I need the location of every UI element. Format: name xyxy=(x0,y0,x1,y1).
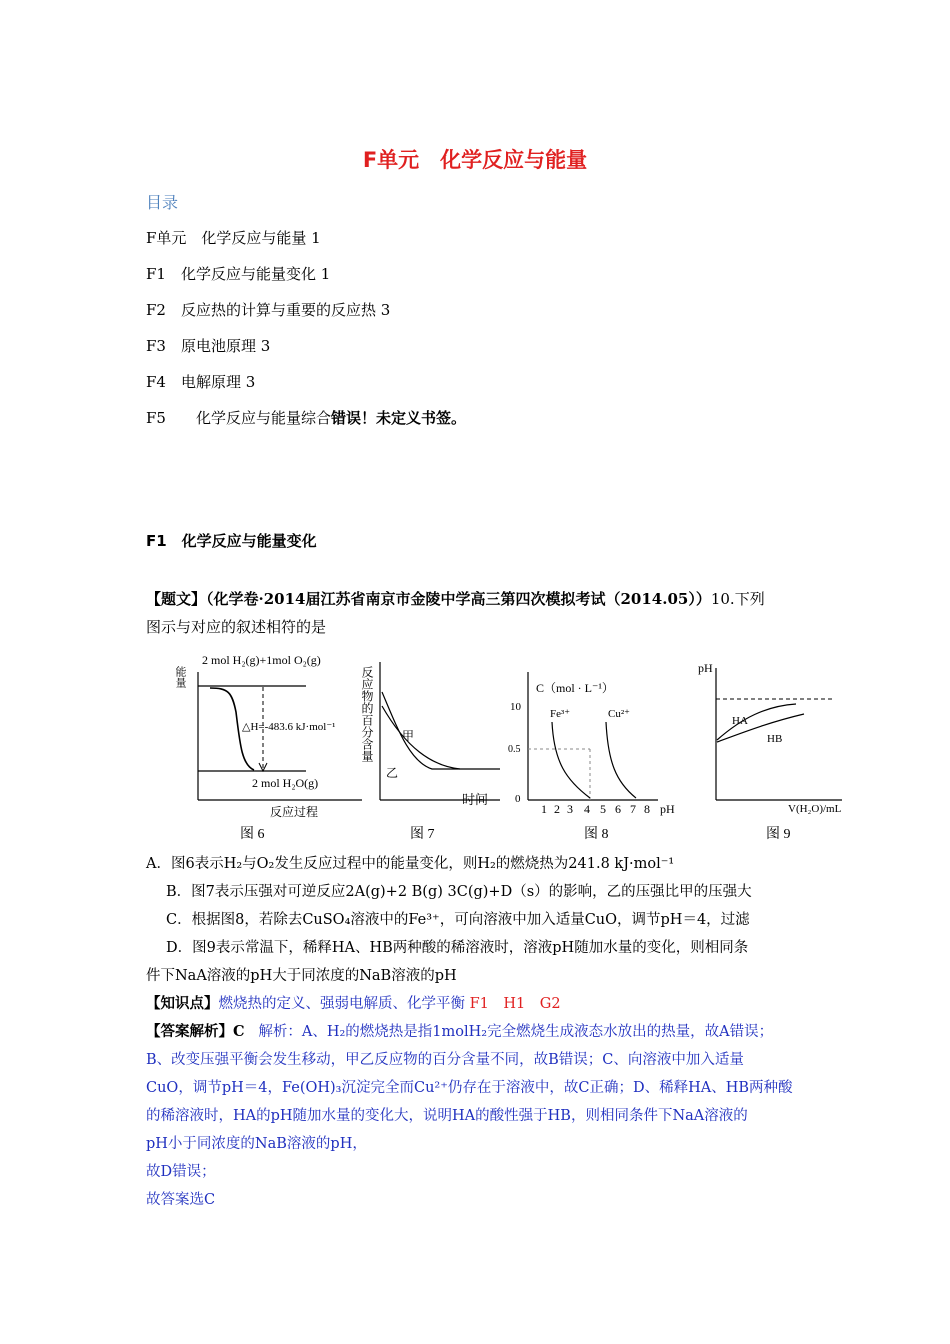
answer-choice: C xyxy=(233,1023,245,1040)
fig8-x-tick: 1 xyxy=(541,802,547,816)
answer-text: B、改变压强平衡会发生移动，甲乙反应物的百分含量不同，故B错误；C、向溶液中加入适量 xyxy=(146,1052,744,1068)
toc-item[interactable]: F1 化学反应与能量变化 1 xyxy=(146,265,331,283)
toc-item-label: F5 化学反应与能量综合 xyxy=(146,409,331,427)
knowledge-codes: F1 H1 G2 xyxy=(469,996,561,1012)
fig6-x-label: 反应过程 xyxy=(270,805,319,819)
answer-text: 故答案选C xyxy=(146,1192,216,1208)
fig9-x-label: V(H₂O)/mL xyxy=(788,803,842,815)
figure-7 xyxy=(360,662,500,842)
toc-item[interactable]: F3 原电池原理 3 xyxy=(146,337,271,355)
fig8-x-tick: 5 xyxy=(600,802,606,816)
question-figures xyxy=(170,650,870,845)
section-heading: F1 化学反应与能量变化 xyxy=(146,532,317,550)
toc-item[interactable]: F单元 化学反应与能量 1 xyxy=(146,229,321,247)
toc-item[interactable]: F4 电解原理 3 xyxy=(146,373,256,391)
fig9-curve-b-label: HB xyxy=(767,733,783,745)
fig9-curve-a-label: HA xyxy=(732,715,748,727)
fig8-x-tick: 8 xyxy=(644,802,650,816)
fig8-curve-b-label: Cu²⁺ xyxy=(608,708,630,720)
answer-text: 解析：A、H₂的燃烧热是指1molH₂完全燃烧生成液态水放出的热量，故A错误； xyxy=(258,1024,774,1040)
option-b: B．图7表示压强对可逆反应2A(g)+2 B(g) 3C(g)+D（s）的影响，乙的压强比甲的压强大 xyxy=(166,884,752,900)
fig6-bottom-label: 2 mol H₂O(g) xyxy=(252,776,319,790)
knowledge-point xyxy=(146,992,561,1013)
question-number: 10. xyxy=(710,590,735,608)
question-line-2: 图示与对应的叙述相符的是 xyxy=(146,618,327,636)
fig7-curve-b-label: 乙 xyxy=(386,766,399,780)
question-stem-a: 下列 xyxy=(734,590,765,608)
fig8-curve-b xyxy=(606,722,636,798)
fig7-y-label: 反应物的百分含量 xyxy=(360,666,374,762)
fig6-top-label: 2 mol H₂(g)+1mol O₂(g) xyxy=(202,653,321,667)
fig8-y-tick: 0.5 xyxy=(508,744,521,755)
option-d: D．图9表示常温下，稀释HA、HB两种酸的稀溶液时，溶液pH随加水量的变化，则相同条 xyxy=(166,940,749,956)
fig8-x-tick: 3 xyxy=(567,802,573,816)
figure-8 xyxy=(508,672,675,842)
question-source: （化学卷·2014届江苏省南京市金陵中学高三第四次模拟考试（2014.05）） xyxy=(206,590,711,608)
fig7-x-label: 时间 xyxy=(462,792,489,807)
fig8-x-tick: 7 xyxy=(630,802,636,816)
option-d-cont: 件下NaA溶液的pH大于同浓度的NaB溶液的pH xyxy=(146,968,457,984)
fig8-x-label: pH xyxy=(660,802,675,816)
fig6-y-label: 能量 xyxy=(174,666,186,688)
toc-heading: 目录 xyxy=(146,193,179,212)
fig6-caption: 图 6 xyxy=(240,827,265,842)
fig8-x-tick: 2 xyxy=(554,802,560,816)
answer-tag: 【答案解析】 xyxy=(146,1023,233,1040)
toc-item-last[interactable] xyxy=(146,407,466,428)
fig8-y-tick: 10 xyxy=(510,701,521,713)
fig8-curve-a xyxy=(552,722,590,798)
page-title: F单元 化学反应与能量 xyxy=(362,148,588,172)
knowledge-tag: 【知识点】 xyxy=(146,995,219,1012)
toc-error: 错误！未定义书签。 xyxy=(330,409,466,427)
fig7-curve-b xyxy=(382,692,500,769)
fig9-curve-a xyxy=(717,704,796,740)
answer-text: pH小于同浓度的NaB溶液的pH， xyxy=(146,1136,367,1152)
fig9-y-label: pH xyxy=(698,661,713,675)
answer-text: 故D错误； xyxy=(146,1164,216,1180)
fig9-curve-b xyxy=(717,714,804,742)
fig8-y-label: C（mol · L⁻¹） xyxy=(536,681,614,695)
question-tag: 【题文】 xyxy=(146,590,207,608)
toc-item[interactable]: F2 反应热的计算与重要的反应热 3 xyxy=(146,301,391,319)
option-a: A．图6表示H₂与O₂发生反应过程中的能量变化，则H₂的燃烧热为241.8 kJ·mol⁻¹ xyxy=(146,856,675,872)
fig8-x-tick: 6 xyxy=(615,802,621,816)
fig7-curve-a-label: 甲 xyxy=(402,729,415,743)
fig8-y-tick: 0 xyxy=(515,793,521,805)
fig6-dh-label: △H=-483.6 kJ·mol⁻¹ xyxy=(242,721,336,733)
fig8-caption: 图 8 xyxy=(584,827,609,842)
figure-6 xyxy=(174,653,362,842)
figure-9 xyxy=(698,661,842,842)
answer-text: 的稀溶液时，HA的pH随加水量的变化大，说明HA的酸性强于HB，则相同条件下NaA溶液的 xyxy=(146,1108,748,1124)
answer-text: CuO，调节pH＝4，Fe(OH)₃沉淀完全而Cu²⁺仍存在于溶液中，故C正确；D、稀释HA、HB两种酸 xyxy=(146,1080,793,1096)
option-c: C．根据图8，若除去CuSO₄溶液中的Fe³⁺，可向溶液中加入适量CuO，调节pH＝4，过滤 xyxy=(166,912,750,928)
fig7-caption: 图 7 xyxy=(410,827,435,842)
fig7-curve-a xyxy=(382,706,460,769)
fig8-x-tick: 4 xyxy=(584,802,590,816)
fig9-caption: 图 9 xyxy=(766,827,791,842)
fig8-curve-a-label: Fe³⁺ xyxy=(550,708,571,720)
knowledge-text: 燃烧热的定义、强弱电解质、化学平衡 xyxy=(218,996,465,1012)
question-line-1 xyxy=(146,588,765,609)
answer-line xyxy=(146,1020,773,1041)
